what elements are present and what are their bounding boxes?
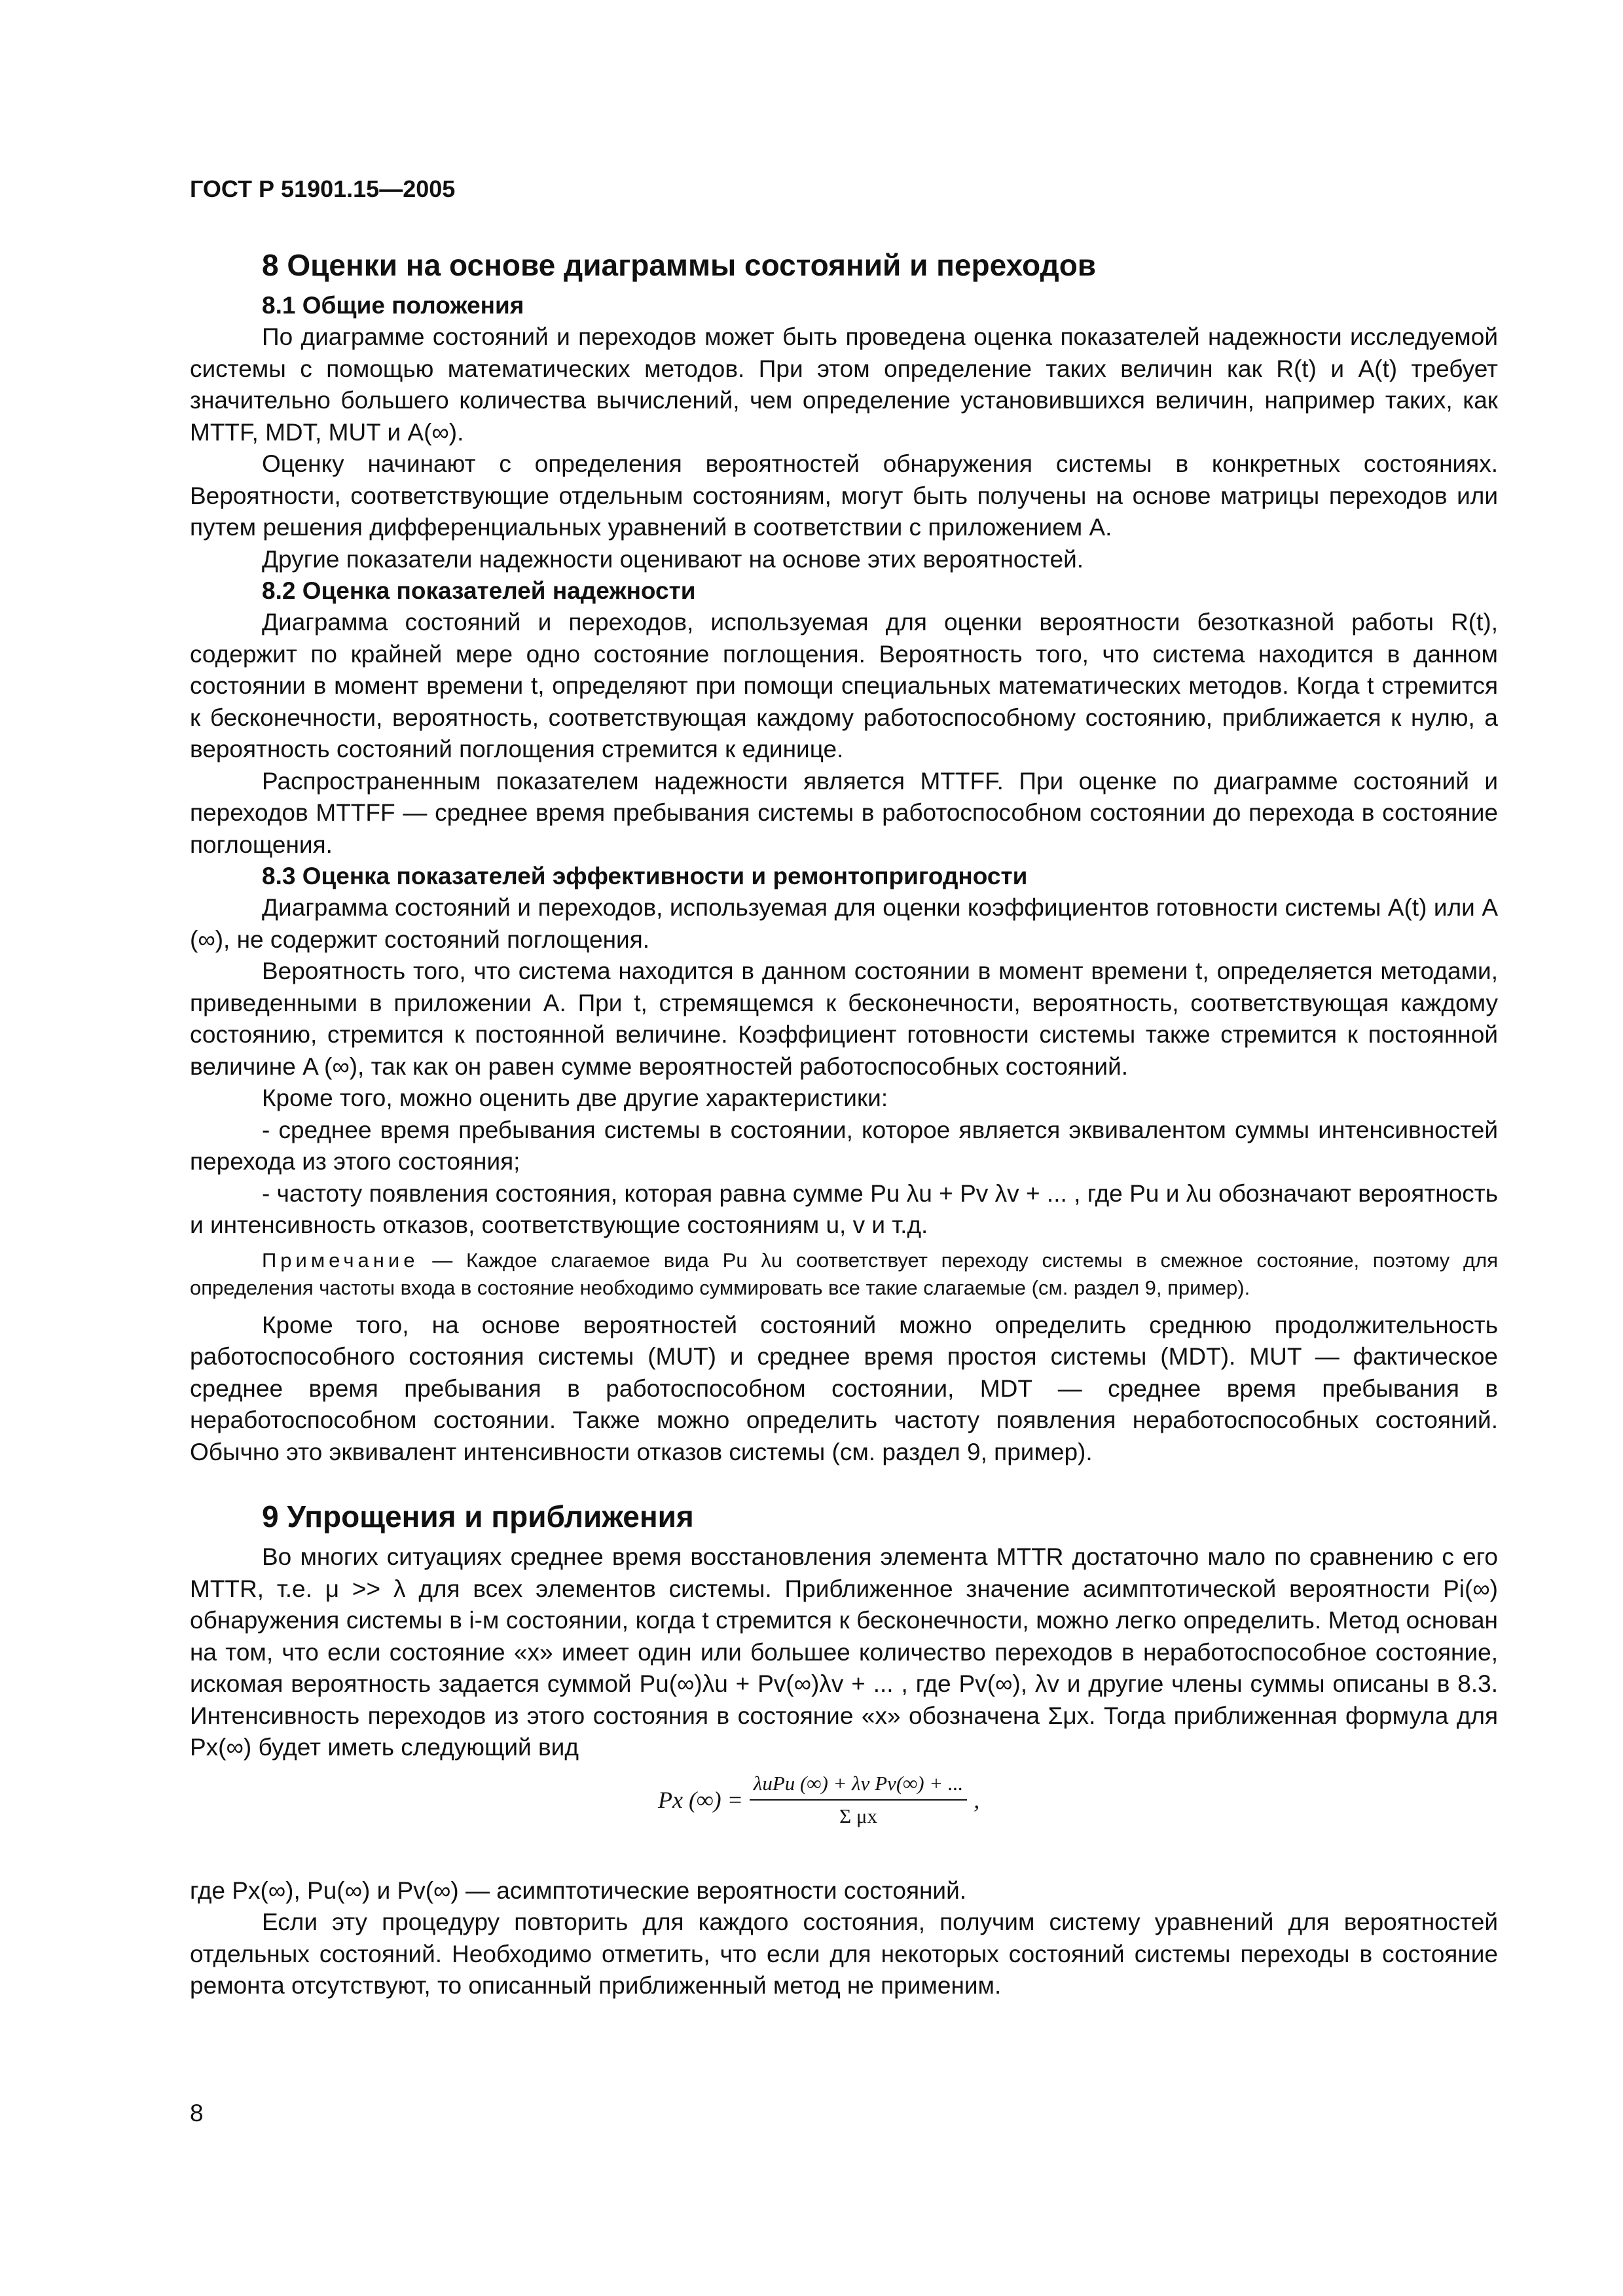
note-label: Примечание bbox=[262, 1248, 419, 1272]
page-number: 8 bbox=[190, 2100, 204, 2126]
paragraph: где Px(∞), Pu(∞) и Pv(∞) — асимптотические вероятности состояний. bbox=[190, 1876, 967, 1904]
formula-trailer: , bbox=[974, 1786, 980, 1813]
paragraph: Если эту процедуру повторить для каждого состояния, получим систему уравнений для вероятностей отдельных состояний. Необходимо отметить, что если для некоторых состояний системы переходы в состояние ремонта отсутствуют, то описанный приближенный метод не применим. bbox=[190, 1909, 1498, 1999]
paragraph: Диаграмма состояний и переходов, используемая для оценки коэффициентов готовности системы A(t) или A (∞), не содержит состояний поглощения. bbox=[190, 894, 1498, 953]
subsection-8-3-title: 8.3 Оценка показателей эффективности и ремонтопригодности bbox=[262, 863, 1028, 889]
section-8-title: 8 Оценки на основе диаграммы состояний и переходов bbox=[262, 248, 1097, 282]
formula-denominator: Σ μx bbox=[839, 1804, 878, 1827]
paragraph: Другие показатели надежности оценивают на основе этих вероятностей. bbox=[262, 545, 1084, 573]
formula bbox=[190, 1772, 1498, 1870]
section-9-title: 9 Упрощения и приближения bbox=[262, 1499, 694, 1534]
formula-fraction bbox=[750, 1772, 967, 1828]
paragraph: Диаграмма состояний и переходов, используемая для оценки вероятности безотказной работы R(t), содержит по крайней мере одно состояние поглощения. Вероятность того, что система находится в данном состоянии в момент времени t, определяют при помощи специальных математических методов. Когда t стремится к бесконечности, вероятность, соответствующая каждому работоспособному состоянию, приближается к нулю, а вероятность состояний поглощения стремится к единице. bbox=[190, 609, 1498, 762]
paragraph: Кроме того, на основе вероятностей состояний можно определить среднюю продолжительность работоспособного состояния системы (MUT) и среднее время простоя системы (MDT). MUT — фактическое среднее время пребывания в работоспособном состоянии, MDT — среднее время пребывания в неработоспособном состоянии. Также можно определить частоту появления неработоспособных состояний. Обычно это эквивалент интенсивности отказов системы (см. раздел 9, пример). bbox=[190, 1311, 1498, 1465]
paragraph: Кроме того, можно оценить две другие характеристики: bbox=[262, 1085, 888, 1111]
paragraph: По диаграмме состояний и переходов может быть проведена оценка показателей надежности исследуемой системы с помощью математических методов. При этом определение таких величин как R(t) и A(t) требует значительно большего количества вычислений, чем определение установившихся величин, например таких, как MTTF, MDT, MUT и A(∞). bbox=[190, 323, 1498, 446]
paragraph: Распространенным показателем надежности является MTTFF. При оценке по диаграмме состояний и переходов MTTFF — среднее время пребывания системы в работоспособном состоянии до перехода в состояние поглощения. bbox=[190, 767, 1498, 858]
note bbox=[190, 1247, 1498, 1302]
list-item: - частоту появления состояния, которая равна сумме Pu λu + Pv λv + ... , где Pu и λu обозначают вероятность и интенсивность отказов, соответствующие состояниям u, v и т.д. bbox=[190, 1179, 1498, 1238]
list-item: - среднее время пребывания системы в состоянии, которое является эквивалентом суммы интенсивностей перехода из этого состояния; bbox=[190, 1116, 1498, 1175]
paragraph: Оценку начинают с определения вероятностей обнаружения системы в конкретных состояниях. Вероятности, соответствующие отдельным состояниям, могут быть получены на основе матрицы переходов или путем решения дифференциальных уравнений в соответствии с приложением А. bbox=[190, 450, 1498, 541]
formula-numerator: λuPu (∞) + λv Pv(∞) + ... bbox=[750, 1772, 967, 1801]
subsection-8-1-title: 8.1 Общие положения bbox=[262, 292, 524, 319]
page-content bbox=[190, 245, 1498, 2002]
note-text: — Каждое слагаемое вида Pu λu соответствует переходу системы в смежное состояние, поэтому для определения частоты входа в состояние необходимо суммировать все такие слагаемые (см. раздел 9, пример). bbox=[190, 1248, 1498, 1299]
subsection-8-2-title: 8.2 Оценка показателей надежности bbox=[262, 577, 696, 604]
paragraph: Вероятность того, что система находится в данном состоянии в момент времени t, определяется методами, приведенными в приложении А. При t, стремящемся к бесконечности, вероятность, соответствующая каждому состоянию, стремится к постоянной величине. Коэффициент готовности системы также стремится к постоянной величине A (∞), так как он равен сумме вероятностей работоспособных состояний. bbox=[190, 958, 1498, 1080]
paragraph: Во многих ситуациях среднее время восстановления элемента MTTR достаточно мало по сравнению с его MTTR, т.е. μ >> λ для всех элементов системы. Приближенное значение асимптотической вероятности Pi(∞) обнаружения системы в i-м состоянии, когда t стремится к бесконечности, можно легко определить. Метод основан на том, что если состояние «x» имеет один или большее количество переходов в неработоспособное состояние, искомая вероятность задается суммой Pu(∞)λu + Pv(∞)λv + ... , где Pv(∞), λv и другие члены суммы описаны в 8.3. Интенсивность переходов из этого состояния в состояние «x» обозначена Σμx. Тогда приближенная формула для Px(∞) будет иметь следующий вид bbox=[190, 1543, 1498, 1761]
document-header: ГОСТ Р 51901.15—2005 bbox=[190, 175, 456, 202]
formula-lhs: Px (∞) = bbox=[658, 1786, 743, 1813]
